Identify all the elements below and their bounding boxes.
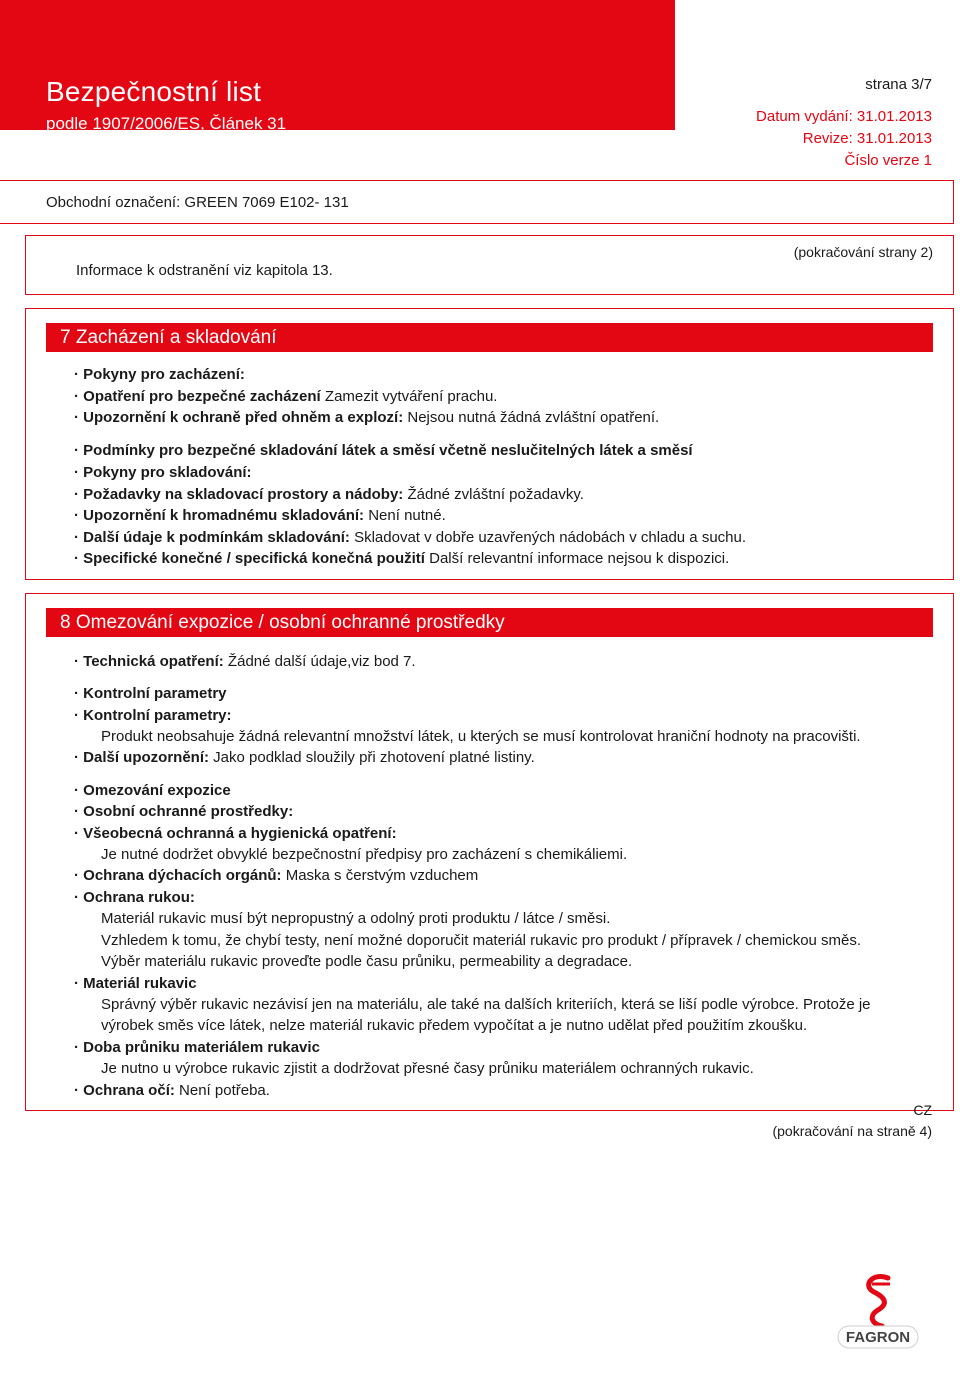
field-value: Žádné zvláštní požadavky. (403, 486, 584, 503)
revision-date: Revize: 31.01.2013 (802, 130, 932, 147)
field-label: · Doba průniku materiálem rukavic (74, 1039, 320, 1056)
s7-line (74, 548, 933, 570)
s8-line (101, 908, 933, 930)
field-label: · Pokyny pro zacházení: (74, 366, 245, 383)
section-8-heading: 8 Omezování expozice / osobní ochranné prostředky (46, 608, 933, 637)
s7-line (74, 407, 933, 429)
s8-line (101, 1058, 933, 1080)
field-value: Nejsou nutná žádná zvláštní opatření. (403, 409, 660, 426)
field-label: · Ochrana očí: (74, 1082, 175, 1099)
section-8-box (25, 593, 954, 1111)
s7-line (74, 364, 933, 386)
field-label: · Osobní ochranné prostředky: (74, 803, 294, 820)
s8-line (74, 1037, 933, 1059)
section-7-box (25, 308, 954, 580)
field-label: · Ochrana rukou: (74, 889, 195, 906)
s8-line (101, 951, 933, 973)
language-code: CZ (913, 1102, 932, 1118)
field-value: Je nutné dodržet obvyklé bezpečnostní předpisy pro zacházení s chemikáliemi. (101, 846, 628, 863)
version-number: Číslo verze 1 (844, 152, 932, 169)
s7-line (74, 484, 933, 506)
field-label: · Další upozornění: (74, 749, 209, 766)
continued-to: (pokračování na straně 4) (772, 1123, 932, 1139)
field-label: · Opatření pro bezpečné zacházení (74, 388, 321, 405)
field-value: Je nutno u výrobce rukavic zjistit a dodržovat přesné časy průniku materiálem ochranných rukavic. (101, 1060, 754, 1077)
continuation-box (25, 235, 954, 295)
field-label: · Všeobecná ochranná a hygienická opatření: (74, 825, 397, 842)
document-subtitle: podle 1907/2006/ES, Článek 31 (46, 114, 287, 133)
trade-name-box (0, 180, 954, 224)
issue-date: Datum vydání: 31.01.2013 (756, 108, 932, 125)
s7-line (74, 386, 933, 408)
field-label: · Kontrolní parametry (74, 685, 227, 702)
field-value: Další relevantní informace nejsou k dispozici. (424, 550, 730, 567)
field-label: · Kontrolní parametry: (74, 707, 232, 724)
s8-line (74, 683, 933, 705)
field-label: · Požadavky na skladovací prostory a nádoby: (74, 486, 404, 503)
fagron-logo (832, 1270, 924, 1356)
logo-text: FAGRON (845, 1329, 911, 1346)
s8-line (101, 994, 933, 1016)
field-value: Skladovat v dobře uzavřených nádobách v chladu a suchu. (349, 529, 747, 546)
field-label: · Pokyny pro skladování: (74, 464, 252, 481)
s7-line (74, 462, 933, 484)
continued-from: (pokračování strany 2) (793, 244, 933, 260)
s7-line (74, 505, 933, 527)
field-value: Není potřeba. (174, 1082, 270, 1099)
field-label: · Podmínky pro bezpečné skladování látek a směsí včetně neslučitelných látek a směsí (74, 442, 693, 459)
field-value: Vzhledem k tomu, že chybí testy, není možné doporučit materiál rukavic pro produkt / přípravek / chemickou směs. (101, 932, 862, 949)
field-label: · Upozornění k ochraně před ohněm a explozí: (74, 409, 404, 426)
s8-line (74, 747, 933, 769)
s8-line (74, 1080, 933, 1102)
s8-line (74, 865, 933, 887)
field-label: · Ochrana dýchacích orgánů: (74, 867, 282, 884)
field-value: Žádné další údaje,viz bod 7. (223, 653, 416, 670)
page-number: strana 3/7 (865, 76, 932, 93)
s8-line (101, 930, 933, 952)
field-value: Maska s čerstvým vzduchem (281, 867, 479, 884)
field-value: Správný výběr rukavic nezávisí jen na materiálu, ale také na dalších kriteriích, která se liší podle výrobce. Protože je (101, 996, 871, 1013)
field-label: · Další údaje k podmínkám skladování: (74, 529, 350, 546)
disposal-note: Informace k odstranění viz kapitola 13. (76, 262, 333, 279)
field-label: · Upozornění k hromadnému skladování: (74, 507, 365, 524)
field-label: · Omezování expozice (74, 782, 231, 799)
s8-line (74, 887, 933, 909)
field-value: Není nutné. (364, 507, 446, 524)
s8-line (101, 726, 933, 748)
field-value: výrobek směs více látek, nelze materiál rukavic předem vypočítat a je nutno udělat před použitím zkoušku. (101, 1017, 808, 1034)
field-label: · Technická opatření: (74, 653, 224, 670)
field-label: · Specifické konečné / specifická konečná použití (74, 550, 425, 567)
s8-line (74, 651, 933, 673)
header-banner (0, 0, 675, 130)
field-value: Materiál rukavic musí být nepropustný a odolný proti produktu / látce / směsi. (101, 910, 611, 927)
s8-line (101, 844, 933, 866)
s8-line (74, 801, 933, 823)
s8-line (74, 823, 933, 845)
s7-line (74, 440, 933, 462)
document-title: Bezpečnostní list (46, 76, 262, 107)
s8-line (74, 973, 933, 995)
s8-line (74, 705, 933, 727)
section-7-heading: 7 Zacházení a skladování (46, 323, 933, 352)
s7-line (74, 527, 933, 549)
trade-name: Obchodní označení: GREEN 7069 E102- 131 (46, 194, 349, 211)
field-label: · Materiál rukavic (74, 975, 197, 992)
s8-line (101, 1015, 933, 1037)
field-value: Výběr materiálu rukavic proveďte podle času průniku, permeability a degradace. (101, 953, 633, 970)
s8-line (74, 780, 933, 802)
field-value: Zamezit vytváření prachu. (320, 388, 498, 405)
field-value: Jako podklad sloužily při zhotovení platné listiny. (209, 749, 535, 766)
field-value: Produkt neobsahuje žádná relevantní množství látek, u kterých se musí kontrolovat hraniční hodnoty na pracovišti. (101, 728, 861, 745)
